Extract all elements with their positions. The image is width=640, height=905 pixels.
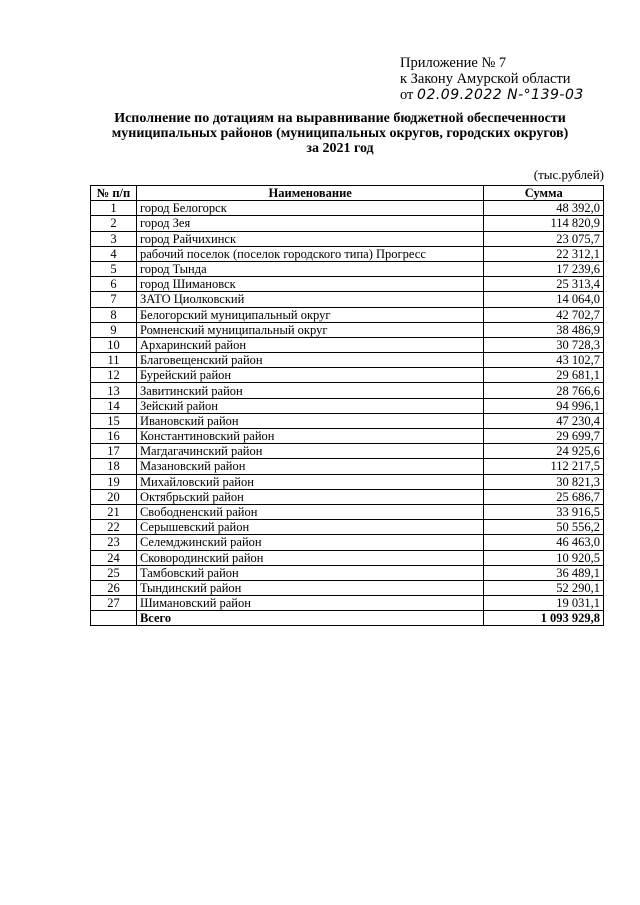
row-number: 14 — [91, 398, 137, 413]
total-label: Всего — [136, 611, 484, 626]
appendix-block — [400, 55, 584, 103]
row-name: Завитинский район — [136, 383, 484, 398]
table-row — [91, 459, 604, 474]
row-name: Белогорский муниципальный округ — [136, 307, 484, 322]
row-number: 25 — [91, 565, 137, 580]
table-row — [91, 474, 604, 489]
row-name: город Райчихинск — [136, 231, 484, 246]
table-row — [91, 246, 604, 261]
row-sum: 112 217,5 — [484, 459, 604, 474]
table-row — [91, 353, 604, 368]
row-name: город Зея — [136, 216, 484, 231]
row-name: Зейский район — [136, 398, 484, 413]
row-sum: 43 102,7 — [484, 353, 604, 368]
table-row — [91, 520, 604, 535]
table-row — [91, 292, 604, 307]
table-row — [91, 429, 604, 444]
row-number: 19 — [91, 474, 137, 489]
document-title — [60, 111, 620, 156]
table-row — [91, 231, 604, 246]
row-name: Константиновский район — [136, 429, 484, 444]
table-row — [91, 565, 604, 580]
table-row — [91, 580, 604, 595]
row-sum: 42 702,7 — [484, 307, 604, 322]
row-sum: 52 290,1 — [484, 580, 604, 595]
table-row — [91, 444, 604, 459]
table-row — [91, 216, 604, 231]
row-number: 8 — [91, 307, 137, 322]
row-sum: 36 489,1 — [484, 565, 604, 580]
row-name: Магдагачинский район — [136, 444, 484, 459]
table-header-row — [91, 186, 604, 201]
header-name: Наименование — [136, 186, 484, 201]
table-row — [91, 277, 604, 292]
row-sum: 29 681,1 — [484, 368, 604, 383]
row-number: 24 — [91, 550, 137, 565]
table-row — [91, 504, 604, 519]
header-number: № п/п — [91, 186, 137, 201]
table-row — [91, 535, 604, 550]
table-row — [91, 261, 604, 276]
row-sum: 38 486,9 — [484, 322, 604, 337]
table-row — [91, 596, 604, 611]
appendix-date-prefix: от — [400, 87, 414, 103]
units-label: (тыс.рублей) — [533, 167, 604, 182]
row-sum: 14 064,0 — [484, 292, 604, 307]
row-number: 12 — [91, 368, 137, 383]
row-name: Ивановский район — [136, 413, 484, 428]
row-name: Благовещенский район — [136, 353, 484, 368]
row-number: 15 — [91, 413, 137, 428]
row-number: 17 — [91, 444, 137, 459]
row-name: город Шимановск — [136, 277, 484, 292]
row-name: Мазановский район — [136, 459, 484, 474]
row-sum: 94 996,1 — [484, 398, 604, 413]
total-row — [91, 611, 604, 626]
row-number: 6 — [91, 277, 137, 292]
row-number: 21 — [91, 504, 137, 519]
appendix-number: Приложение № 7 — [400, 55, 507, 71]
row-number: 20 — [91, 489, 137, 504]
row-name: Бурейский район — [136, 368, 484, 383]
row-sum: 28 766,6 — [484, 383, 604, 398]
row-name: Архаринский район — [136, 337, 484, 352]
row-name: Серышевский район — [136, 520, 484, 535]
title-line-2: муниципальных районов (муниципальных округов, городских округов) — [111, 126, 569, 141]
row-number: 26 — [91, 580, 137, 595]
row-sum: 47 230,4 — [484, 413, 604, 428]
row-sum: 50 556,2 — [484, 520, 604, 535]
title-line-3: за 2021 год — [306, 141, 374, 156]
table-row — [91, 413, 604, 428]
row-name: Михайловский район — [136, 474, 484, 489]
row-number: 2 — [91, 216, 137, 231]
table-row — [91, 489, 604, 504]
row-sum: 10 920,5 — [484, 550, 604, 565]
appendix-law-reference: к Закону Амурской области — [400, 71, 571, 87]
row-name: Тамбовский район — [136, 565, 484, 580]
row-name: Селемджинский район — [136, 535, 484, 550]
table-row — [91, 368, 604, 383]
row-name: Октябрьский район — [136, 489, 484, 504]
row-name: Ромненский муниципальный округ — [136, 322, 484, 337]
row-name: город Тында — [136, 261, 484, 276]
row-number: 23 — [91, 535, 137, 550]
table-row — [91, 383, 604, 398]
row-name: Сковородинский район — [136, 550, 484, 565]
row-name: рабочий поселок (поселок городского типа) Прогресс — [136, 246, 484, 261]
row-number: 13 — [91, 383, 137, 398]
row-number: 22 — [91, 520, 137, 535]
row-name: Шимановский район — [136, 596, 484, 611]
row-number: 16 — [91, 429, 137, 444]
table-row — [91, 201, 604, 216]
row-sum: 30 821,3 — [484, 474, 604, 489]
row-sum: 33 916,5 — [484, 504, 604, 519]
row-number: 4 — [91, 246, 137, 261]
row-number: 1 — [91, 201, 137, 216]
row-sum: 48 392,0 — [484, 201, 604, 216]
table-row — [91, 550, 604, 565]
row-number: 27 — [91, 596, 137, 611]
row-number: 10 — [91, 337, 137, 352]
row-name: Свободненский район — [136, 504, 484, 519]
row-name: город Белогорск — [136, 201, 484, 216]
subsidies-table — [90, 185, 604, 626]
total-number — [91, 611, 137, 626]
table-row — [91, 337, 604, 352]
row-sum: 25 313,4 — [484, 277, 604, 292]
total-sum: 1 093 929,8 — [484, 611, 604, 626]
row-sum: 29 699,7 — [484, 429, 604, 444]
row-sum: 114 820,9 — [484, 216, 604, 231]
appendix-date-line — [400, 87, 584, 103]
header-sum: Сумма — [484, 186, 604, 201]
row-sum: 17 239,6 — [484, 261, 604, 276]
table-row — [91, 398, 604, 413]
row-sum: 25 686,7 — [484, 489, 604, 504]
row-number: 18 — [91, 459, 137, 474]
row-sum: 30 728,3 — [484, 337, 604, 352]
row-sum: 23 075,7 — [484, 231, 604, 246]
table-row — [91, 322, 604, 337]
row-sum: 24 925,6 — [484, 444, 604, 459]
row-number: 9 — [91, 322, 137, 337]
row-number: 7 — [91, 292, 137, 307]
row-sum: 19 031,1 — [484, 596, 604, 611]
row-number: 3 — [91, 231, 137, 246]
row-sum: 22 312,1 — [484, 246, 604, 261]
handwritten-date-number: 02.09.2022 N-°139-03 — [417, 87, 584, 103]
row-name: ЗАТО Циолковский — [136, 292, 484, 307]
row-number: 11 — [91, 353, 137, 368]
table-row — [91, 307, 604, 322]
row-sum: 46 463,0 — [484, 535, 604, 550]
row-name: Тындинский район — [136, 580, 484, 595]
title-line-1: Исполнение по дотациям на выравнивание бюджетной обеспеченности — [114, 111, 566, 126]
row-number: 5 — [91, 261, 137, 276]
